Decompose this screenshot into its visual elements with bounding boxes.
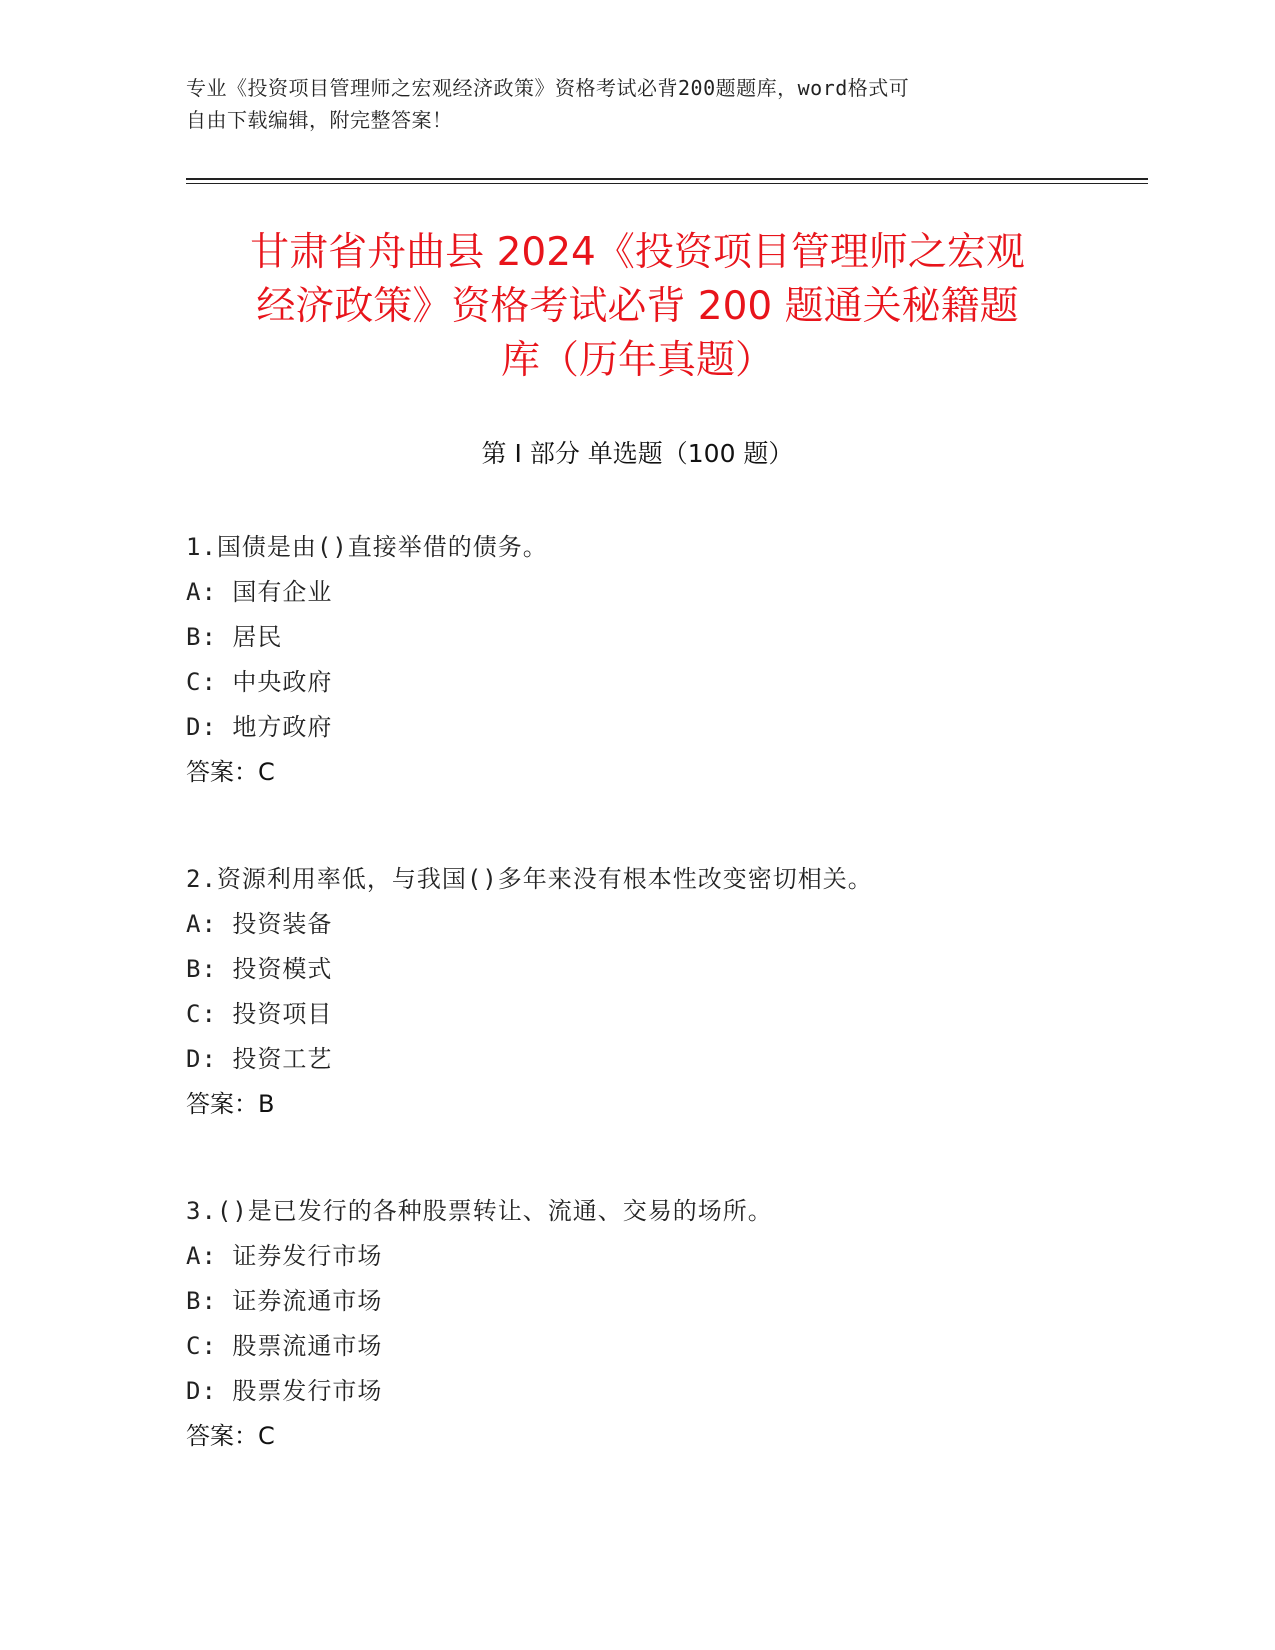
- question-stem: 1.国债是由()直接举借的债务。: [186, 533, 548, 561]
- option-c: C: 投资项目: [186, 1000, 333, 1028]
- question-3: [186, 1189, 1136, 1459]
- question-stem: 3.()是已发行的各种股票转让、流通、交易的场所。: [186, 1197, 773, 1225]
- answer: 答案：C: [186, 758, 275, 786]
- option-d: D: 股票发行市场: [186, 1377, 383, 1405]
- option-d: D: 投资工艺: [186, 1045, 333, 1073]
- option-b: B: 证券流通市场: [186, 1287, 383, 1315]
- question-stem: 2.资源利用率低，与我国()多年来没有根本性改变密切相关。: [186, 865, 873, 893]
- option-a: A: 国有企业: [186, 578, 333, 606]
- option-c: C: 中央政府: [186, 668, 333, 696]
- question-list: [186, 525, 1136, 1521]
- header-rule-thick: [186, 178, 1148, 180]
- answer: 答案：C: [186, 1422, 275, 1450]
- document-title-line-2: 经济政策》资格考试必背 200 题通关秘籍题: [256, 284, 1019, 329]
- option-b: B: 居民: [186, 623, 283, 651]
- option-b: B: 投资模式: [186, 955, 333, 983]
- question-2: [186, 857, 1136, 1127]
- header-note-line-2: 自由下载编辑，附完整答案！: [186, 108, 453, 132]
- header-note-line-1: 专业《投资项目管理师之宏观经济政策》资格考试必背200题题库，word格式可: [186, 76, 910, 100]
- header-rule-thin: [186, 183, 1148, 184]
- option-a: A: 证券发行市场: [186, 1242, 383, 1270]
- option-a: A: 投资装备: [186, 910, 333, 938]
- option-c: C: 股票流通市场: [186, 1332, 383, 1360]
- question-1: [186, 525, 1136, 795]
- document-title: [150, 226, 1125, 388]
- option-d: D: 地方政府: [186, 713, 333, 741]
- document-title-line-3: 库（历年真题）: [500, 338, 774, 383]
- header-note: [186, 72, 1066, 136]
- answer: 答案：B: [186, 1090, 275, 1118]
- section-heading: 第 I 部分 单选题（100 题）: [481, 439, 794, 468]
- document-title-line-1: 甘肃省舟曲县 2024《投资项目管理师之宏观: [250, 230, 1025, 275]
